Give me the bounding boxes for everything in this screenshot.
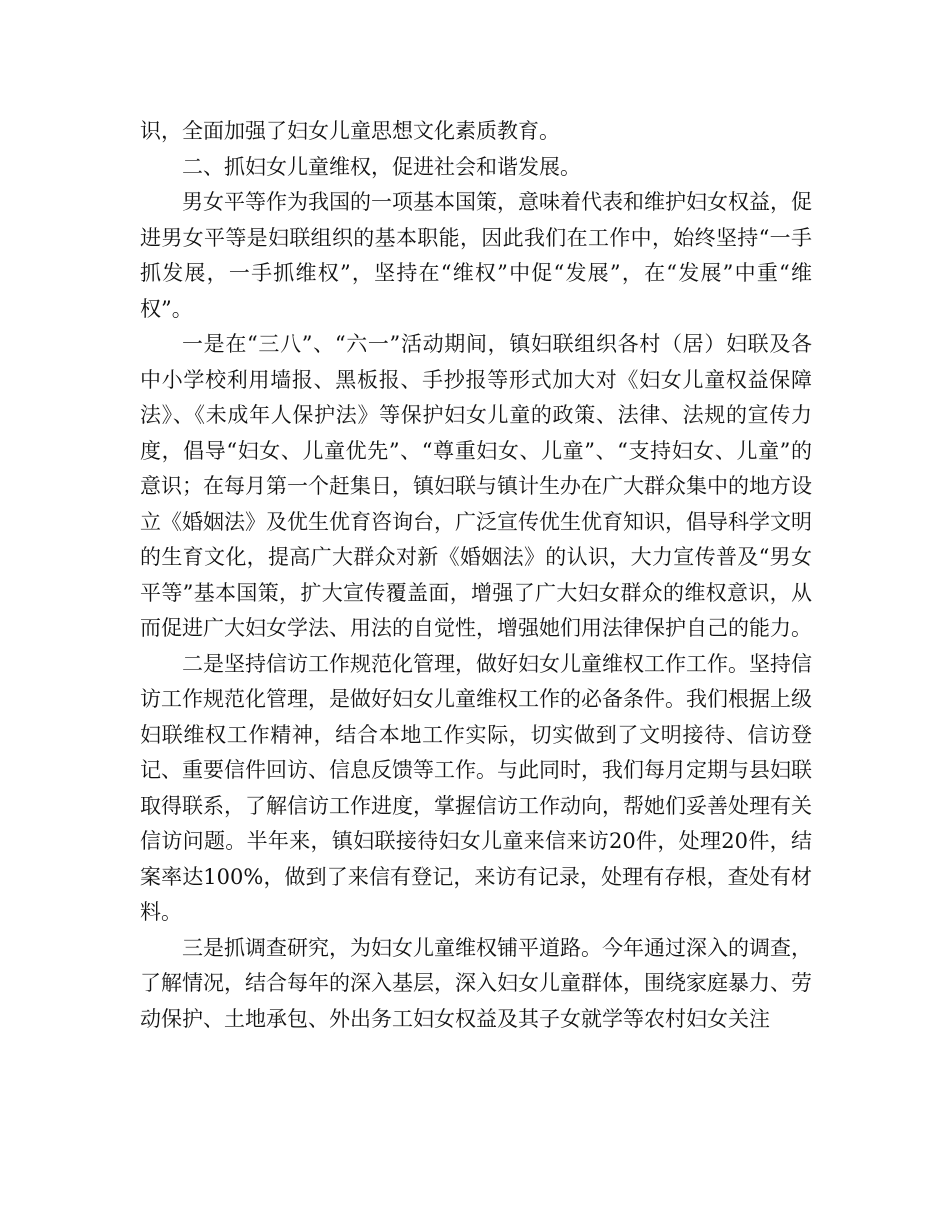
paragraph-5: 二是坚持信访工作规范化管理，做好妇女儿童维权工作工作。坚持信访工作规范化管理，是做好妇女儿童维权工作的必备条件。我们根据上级妇联维权工作精神，结合本地工作实际，切实做到了文明接待、信访登记、重要信件回访、信息反馈等工作。与此同时，我们每月定期与县妇联取得联系，了解信访工作进度，掌握信访工作动向，帮她们妥善处理有关信访问题。半年来，镇妇联接待妇女儿童来信来访20件，处理20件，结案率达100%，做到了来信有登记，来访有记录，处理有存根，查处有材料。 — [140, 651, 812, 924]
paragraph-4: 一是在“三八”、“六一”活动期间，镇妇联组织各村（居）妇联及各中小学校利用墙报、黑板报、手抄报等形式加大对《妇女儿童权益保障法》、《未成年人保护法》等保护妇女儿童的政策、法律、法规的宣传力度，倡导“妇女、儿童优先”、“尊重妇女、儿童”、“支持妇女、儿童”的意识；在每月第一个赶集日，镇妇联与镇计生办在广大群众集中的地方设立《婚姻法》及优生优育咨询台，广泛宣传优生优育知识，倡导科学文明的生育文化，提高广大群众对新《婚姻法》的认识，大力宣传普及“男女平等”基本国策，扩大宣传覆盖面，增强了广大妇女群众的维权意识，从而促进广大妇女学法、用法的自觉性，增强她们用法律保护自己的能力。 — [140, 332, 812, 640]
section-heading-2: 二、抓妇女儿童维权，促进社会和谐发展。 — [182, 154, 581, 179]
paragraph-3: 男女平等作为我国的一项基本国策，意味着代表和维护妇女权益，促进男女平等是妇联组织的基本职能，因此我们在工作中，始终坚持“一手抓发展，一手抓维权”，坚持在“维权”中促“发展”，在“发展”中重“维权”。 — [140, 190, 812, 321]
paragraph-1: 识，全面加强了妇女儿童思想文化素质教育。 — [140, 119, 560, 143]
paragraph-6: 三是抓调查研究，为妇女儿童维权铺平道路。今年通过深入的调查，了解情况，结合每年的深入基层，深入妇女儿童群体，围绕家庭暴力、劳动保护、土地承包、外出务工妇女权益及其子女就学等农村妇女关注 — [140, 935, 812, 1031]
document-body — [140, 114, 812, 1037]
